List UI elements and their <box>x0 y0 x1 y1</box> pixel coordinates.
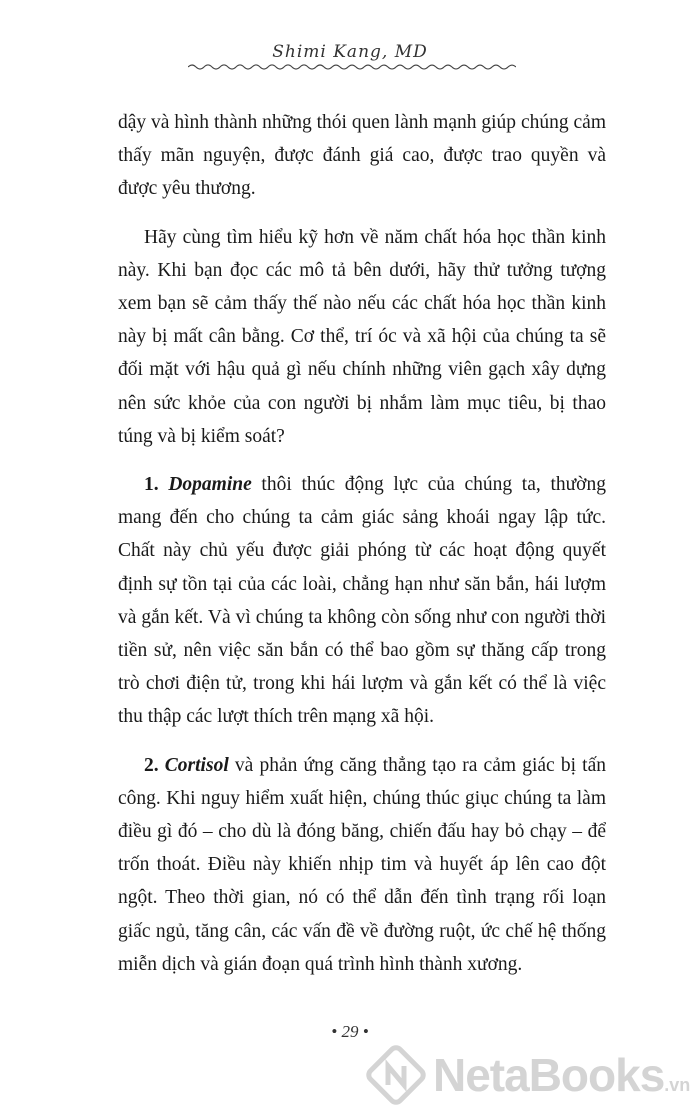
watermark <box>365 1040 700 1110</box>
running-head-author: Shimi Kang, MD <box>272 42 428 62</box>
paragraph-intro: Hãy cùng tìm hiểu kỹ hơn về năm chất hóa học thần kinh này. Khi bạn đọc các mô tả bên dưới, hãy thử tưởng tượng xem bạn sẽ cảm thấy thế nào nếu các chất hóa học thần kinh này bị mất cân bằng. Cơ thể, trí óc và xã hội của chúng ta sẽ đối mặt với hậu quả gì nếu chính những viên gạch xây dựng nên sức khỏe của con người bị nhắm làm mục tiêu, bị thao túng và bị kiểm soát? <box>118 226 606 447</box>
term-cortisol: Cortisol <box>164 754 229 776</box>
dopamine-text: thôi thúc động lực của chúng ta, thường mang đến cho chúng ta cảm giác sảng khoái ngay lập tức. Chất này chủ yếu được giải phóng từ các hoạt động quyết định sự tồn tại của các loài, chẳng hạn như săn bắn, hái lượm và gắn kết. Và vì chúng ta không còn sống như con người thời tiền sử, nên việc săn bắn có thể bao gồm sự thăng cấp trong trò chơi điện tử, trong khi hái lượm và gắn kết có thể là việc thu thập các lượt thích trên mạng xã hội. <box>118 474 606 728</box>
body-text <box>118 106 606 981</box>
watermark-tld: .vn <box>664 1075 691 1095</box>
cortisol-text: và phản ứng căng thẳng tạo ra cảm giác bị tấn công. Khi nguy hiểm xuất hiện, chúng thúc giục chúng ta làm điều gì đó – cho dù là đóng băng, chiến đấu hay bỏ chạy – để trốn thoát. Điều này khiến nhịp tim và huyết áp lên cao đột ngột. Theo thời gian, nó có thể dẫn đến tình trạng rối loạn giấc ngủ, tăng cân, các vấn đề về đường ruột, ức chế hệ thống miễn dịch và gián đoạn quá trình hình thành xương. <box>118 754 606 975</box>
wavy-divider <box>188 62 516 72</box>
term-dopamine: Dopamine <box>168 474 252 496</box>
list-number: 1. <box>144 474 159 496</box>
paragraph-dopamine <box>118 468 606 734</box>
netabooks-logo-icon <box>365 1044 427 1106</box>
watermark-text: NetaBooks <box>433 1049 665 1101</box>
list-number: 2. <box>144 754 159 776</box>
paragraph-cortisol <box>118 749 606 981</box>
page-number: • 29 • <box>331 1022 369 1041</box>
paragraph-continuation: dậy và hình thành những thói quen lành mạnh giúp chúng cảm thấy mãn nguyện, được đánh giá cao, được trao quyền và được yêu thương. <box>118 112 606 200</box>
